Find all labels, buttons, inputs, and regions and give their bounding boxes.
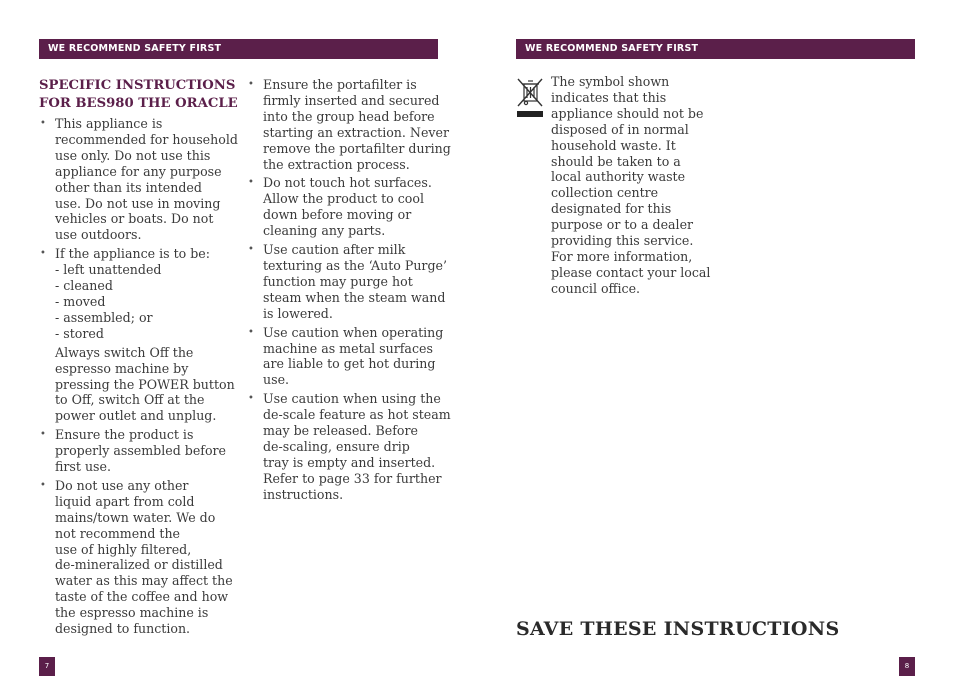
text-line: into the group head before [263, 108, 435, 124]
text-line: use outdoors. [55, 227, 142, 243]
text-line: appliance should not be [551, 105, 704, 121]
left-column-2 [247, 77, 451, 506]
text-line: vehicles or boats. Do not [55, 211, 214, 227]
text-line: steam when the steam wand [263, 289, 446, 305]
text-line: use. [263, 372, 290, 388]
list-item [39, 478, 239, 637]
text-line: machine as metal surfaces [263, 340, 433, 356]
weee-disposal-text [551, 74, 731, 297]
text-line: • Ensure the product is [55, 427, 194, 443]
text-line: the extraction process. [263, 156, 410, 172]
text-line: • If the appliance is to be: [55, 246, 210, 262]
page-number-right: 8 [899, 657, 915, 676]
text-line: • Use caution when using the [263, 391, 441, 407]
list-item [247, 175, 443, 239]
text-line: use of highly filtered, [55, 541, 192, 557]
text-line: Refer to page 33 for further [263, 470, 442, 486]
header-bar-right: WE RECOMMEND SAFETY FIRST [516, 39, 915, 59]
list-item [39, 427, 239, 475]
text-line: firmly inserted and secured [263, 92, 440, 108]
text-line: designated for this [551, 201, 672, 217]
text-line: pressing the POWER button [55, 376, 235, 392]
text-line: are liable to get hot during [263, 356, 436, 372]
text-line: appliance for any purpose [55, 163, 222, 179]
heading-line: FOR BES980 THE ORACLE [39, 96, 238, 111]
text-line: cleaning any parts. [263, 223, 386, 239]
text-line: tray is empty and inserted. [263, 454, 436, 470]
text-line: use only. Do not use this [55, 147, 211, 163]
left-column-1 [39, 77, 239, 640]
text-line: starting an extraction. Never [263, 124, 449, 140]
list-item [39, 116, 239, 243]
text-line: please contact your local [551, 264, 711, 280]
text-line: properly assembled before [55, 443, 227, 459]
text-line: use. Do not use in moving [55, 195, 221, 211]
text-line: function may purge hot [263, 273, 413, 289]
text-line: providing this service. [551, 233, 694, 249]
text-line: household waste. It [551, 137, 676, 153]
text-line: remove the portafilter during [263, 140, 451, 156]
text-line: - moved [55, 293, 106, 309]
paragraph [55, 345, 239, 425]
text-line: may be released. Before [263, 423, 418, 439]
crossed-out-wheelie-bin-icon [516, 77, 544, 119]
text-line: taste of the coffee and how [55, 589, 229, 605]
text-line: • Use caution when operating [263, 324, 444, 340]
text-line: de-mineralized or distilled [55, 557, 223, 573]
text-line: not recommend the [55, 525, 181, 541]
text-line: • Ensure the portafilter is [263, 77, 417, 92]
text-line: • Do not touch hot surfaces. [263, 175, 432, 191]
list-item [247, 325, 443, 389]
text-line: first use. [55, 459, 111, 475]
list-item [247, 391, 451, 502]
text-line: For more information, [551, 248, 693, 264]
text-line: council office. [551, 280, 641, 296]
text-line: other than its intended [55, 179, 202, 195]
text-line: • Use caution after milk [263, 242, 406, 258]
text-line: local authority waste [551, 169, 686, 185]
text-line: espresso machine by [55, 360, 189, 376]
save-instructions-title: SAVE THESE INSTRUCTIONS [516, 618, 840, 640]
text-line: water as this may affect the [55, 573, 233, 589]
instruction-list [247, 77, 451, 503]
text-line: de-scale feature as hot steam [263, 407, 451, 423]
text-line: should be taken to a [551, 153, 681, 169]
header-bar-left: WE RECOMMEND SAFETY FIRST [39, 39, 438, 59]
page-number-left: 7 [39, 657, 55, 676]
text-line: down before moving or [263, 207, 412, 223]
text-line: - cleaned [55, 278, 113, 294]
text-line: - stored [55, 325, 104, 341]
list-item [39, 246, 239, 424]
instruction-list [39, 116, 239, 637]
text-line: - left unattended [55, 262, 162, 278]
text-line: • This appliance is [55, 116, 163, 131]
text-line: designed to function. [55, 621, 191, 637]
text-line: texturing as the ‘Auto Purge’ [263, 257, 447, 273]
text-line: the espresso machine is [55, 605, 209, 621]
text-line: indicates that this [551, 89, 667, 105]
section-heading [39, 77, 239, 113]
list-item [247, 242, 447, 322]
text-line: disposed of in normal [551, 121, 689, 137]
text-line: is lowered. [263, 305, 333, 321]
heading-line: SPECIFIC INSTRUCTIONS [39, 78, 236, 93]
text-line: instructions. [263, 486, 344, 502]
text-line: • Do not use any other [55, 477, 189, 493]
text-line: power outlet and unplug. [55, 408, 217, 424]
text-line: de-scaling, ensure drip [263, 438, 410, 454]
text-line: Allow the product to cool [263, 191, 424, 207]
text-line: liquid apart from cold [55, 493, 195, 509]
text-line: - assembled; or [55, 309, 153, 325]
text-line: Always switch Off the [55, 344, 194, 360]
text-line: mains/town water. We do [55, 509, 216, 525]
text-line: The symbol shown [551, 74, 670, 89]
text-line: collection centre [551, 185, 659, 201]
text-line: purpose or to a dealer [551, 217, 694, 233]
text-line: recommended for household [55, 131, 238, 147]
list-item [247, 77, 451, 172]
text-line: to Off, switch Off at the [55, 392, 205, 408]
